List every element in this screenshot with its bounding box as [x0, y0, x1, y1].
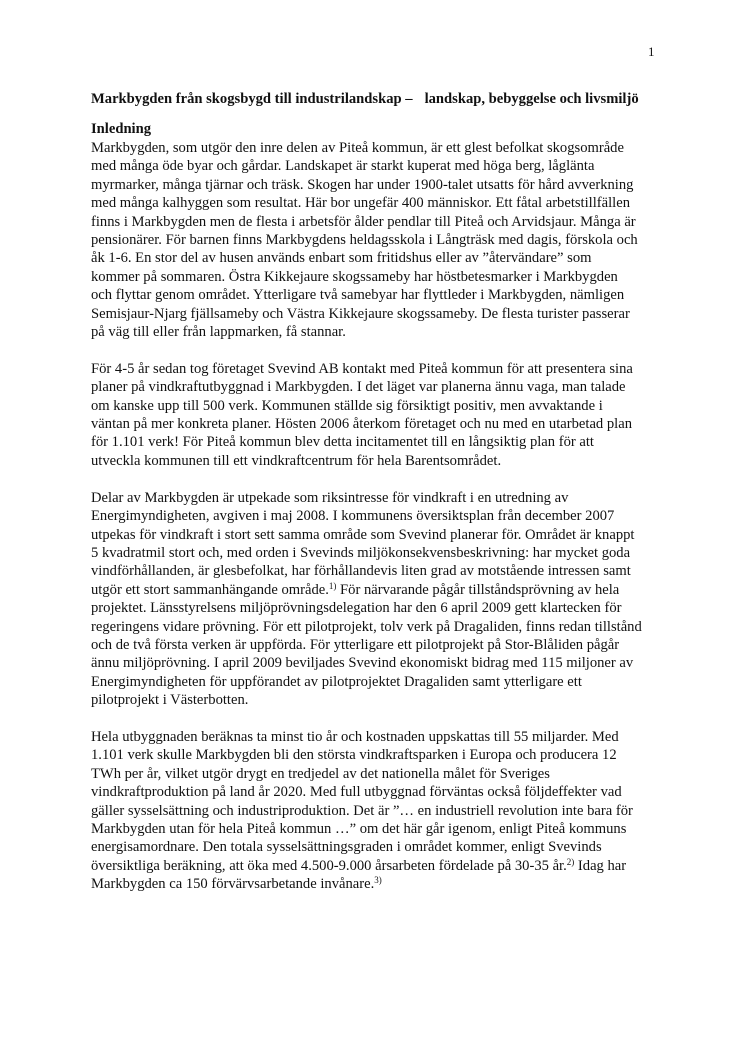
text-line — [91, 452, 671, 470]
line-text: regeringens vidare prövning. För ett pilotprojekt, tolv verk på Dragaliden, finns redan tillstånd — [91, 618, 642, 635]
line-text: utgör ett stort sammanhängande område. — [91, 581, 329, 598]
line-text: Markbygden utan för hela Piteå kommun …” om det här går igenom, enligt Piteå kommuns — [91, 820, 627, 837]
line-text: Energimyndigheten, avgiven i maj 2008. I kommunens översiktsplan från december 2007 — [91, 508, 615, 525]
footnote-ref: 2) — [566, 856, 575, 867]
text-line — [91, 599, 671, 617]
text-line — [91, 249, 671, 267]
text-line — [91, 397, 671, 415]
text-line — [91, 802, 671, 820]
line-text: utveckla kommunen till ett vindkraftcentrum för hela Barentsområdet. — [91, 452, 502, 469]
line-text: vindkraftproduktion på land år 2020. Med full utbyggnad förväntas också följdeffekter vad — [91, 784, 622, 801]
paragraph — [91, 139, 671, 341]
paragraph — [91, 728, 671, 894]
text-line — [91, 231, 671, 249]
text-line — [91, 673, 671, 691]
line-text: 1.101 verk skulle Markbygden bli den största vindkraftsparken i Europa och producera 12 — [91, 747, 617, 764]
line-text-continued: Idag har — [574, 857, 627, 874]
section-heading: Inledning — [91, 121, 152, 137]
line-text: om kanske upp till 500 verk. Kommunen ställde sig försiktigt positiv, men avvaktande i — [91, 397, 603, 414]
document-body — [91, 120, 671, 912]
title-main: Markbygden från skogsbygd till industrilandskap – — [91, 91, 413, 107]
document-title — [91, 90, 691, 109]
line-text: TWh per år, vilket utgör drygt en tredjedel av det nationella målet för Sveriges — [91, 765, 550, 782]
text-line — [91, 746, 671, 764]
line-text: med många öde byar och gårdar. Landskapet är starkt kuperat med höga berg, låglänta — [91, 158, 595, 175]
text-line — [91, 139, 671, 157]
text-line — [91, 176, 671, 194]
text-line — [91, 507, 671, 525]
text-line — [91, 489, 671, 507]
text-line — [91, 765, 671, 783]
line-text: finns i Markbygden men de flesta i arbetsför ålder pendlar till Piteå och Arvidsjaur. Många är — [91, 213, 636, 230]
line-text: på väg till eller från lappmarken, få stannar. — [91, 324, 346, 341]
line-text: Markbygden ca 150 förvärvsarbetande invånare. — [91, 876, 375, 893]
line-text: planer på vindkraftutbyggnad i Markbygden. I det läget var planerna ännu vaga, man talade — [91, 379, 626, 396]
paragraph — [91, 360, 671, 470]
line-text: ännu miljöprövning. I april 2009 beviljades Svevind ekonomiskt bidrag med 115 miljoner av — [91, 655, 634, 672]
paragraphs — [91, 139, 671, 894]
text-line — [91, 286, 671, 304]
text-line — [91, 820, 671, 838]
line-text: och de två första verken är uppförda. För ytterligare ett pilotprojekt på Stor-Blåliden pågår — [91, 636, 620, 653]
text-line — [91, 636, 671, 654]
line-text: gäller sysselsättning och industriproduktion. Det är ”… en industriell revolution inte bara för — [91, 802, 633, 819]
text-line — [91, 415, 671, 433]
line-text: med många kalhyggen som resultat. Här bor ungefär 400 människor. Ett fåtal arbetstillfällen — [91, 195, 630, 212]
page-number: 1 — [648, 44, 655, 59]
line-text: åk 1-6. En stor del av husen används enbart som fritidshus eller av ”återvändare” som — [91, 250, 592, 267]
text-line — [91, 526, 671, 544]
paragraph — [91, 489, 671, 710]
line-text: pilotprojekt i Västerbotten. — [91, 692, 249, 709]
line-text: Markbygden, som utgör den inre delen av Piteå kommun, är ett glest befolkat skogsområde — [91, 140, 624, 156]
text-line — [91, 433, 671, 451]
text-line — [91, 857, 671, 875]
text-line — [91, 378, 671, 396]
line-text: Semisjaur-Njarg fjällsameby och Västra Kikkejaure skogssameby. De flesta turister passerar — [91, 305, 630, 322]
line-text: 5 kvadratmil stort och, med orden i Svevinds miljökonsekvensbeskrivning: har mycket goda — [91, 544, 631, 561]
text-line — [91, 728, 671, 746]
line-text: pensionärer. För barnen finns Markbygdens heldagsskola i Långträsk med dagis, förskola och — [91, 232, 638, 249]
text-line — [91, 157, 671, 175]
text-line — [91, 194, 671, 212]
text-line — [91, 838, 671, 856]
text-line — [91, 323, 671, 341]
line-text: väntan på mer konkreta planer. Hösten 2006 återkom företaget och nu med en utarbetad plan — [91, 416, 632, 433]
line-text: utpekas för vindkraft i stort sett samma område som Svevind planerar för. Området är knappt — [91, 526, 635, 543]
line-text: Delar av Markbygden är utpekade som riksintresse för vindkraft i en utredning av — [91, 489, 569, 506]
text-line — [91, 581, 671, 599]
line-text: energisamordnare. Den totala sysselsättningsgraden i området kommer, enligt Svevinds — [91, 839, 602, 856]
line-text: projektet. Länsstyrelsens miljöprövningsdelegation har den 6 april 2009 gett klartecken för — [91, 600, 622, 617]
text-line — [91, 783, 671, 801]
line-text: För 4-5 år sedan tog företaget Svevind AB kontakt med Piteå kommun för att presentera sina — [91, 360, 633, 377]
line-text-continued: För närvarande pågår tillståndsprövning av hela — [336, 581, 620, 598]
line-text: myrmarker, många tjärnar och träsk. Skogen har under 1900-talet utsatts för hård avverkning — [91, 176, 634, 193]
text-line — [91, 213, 671, 231]
line-text: översiktliga beräkning, att öka med 4.500-9.000 årsarbeten fördelade på 30-35 år. — [91, 857, 567, 874]
line-text: kommer på sommaren. Östra Kikkejaure skogssameby har höstbetesmarker i Markbygden — [91, 268, 618, 285]
line-text: för 1.101 verk! För Piteå kommun blev detta incitamentet till en långsiktig plan för att — [91, 434, 594, 451]
text-line — [91, 875, 671, 893]
footnote-ref: 1) — [328, 580, 337, 591]
text-line — [91, 305, 671, 323]
text-line — [91, 360, 671, 378]
line-text: Hela utbyggnaden beräknas ta minst tio år och kostnaden uppskattas till 55 miljarder. Med — [91, 728, 619, 745]
text-line — [91, 268, 671, 286]
footnote-ref: 3) — [374, 875, 382, 886]
line-text: och flyttar genom området. Ytterligare två samebyar har flyttleder i Markbygden, nämligen — [91, 287, 625, 304]
line-text: vindförhållanden, är glesbefolkat, har förhållandevis liten grad av motstående intressen samt — [91, 563, 631, 580]
text-line — [91, 654, 671, 672]
text-line — [91, 691, 671, 709]
text-line — [91, 562, 671, 580]
line-text: Energimyndigheten för uppförandet av pilotprojektet Dragaliden samt ytterligare ett — [91, 673, 582, 690]
text-line — [91, 544, 671, 562]
text-line — [91, 618, 671, 636]
title-sub: landskap, bebyggelse och livsmiljö — [424, 91, 639, 107]
